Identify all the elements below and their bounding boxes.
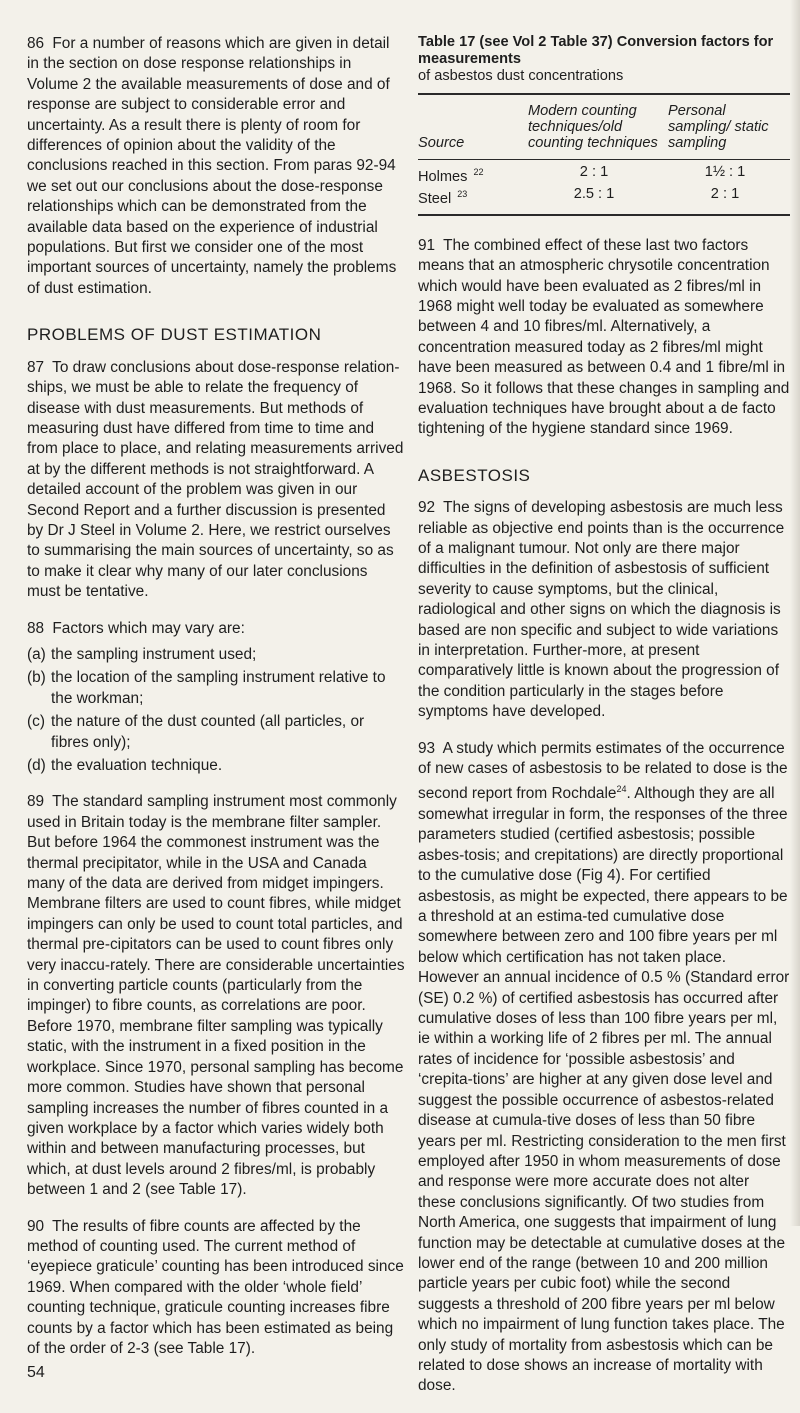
- paragraph-91: [418, 236, 790, 440]
- paragraph-number: 89: [27, 793, 45, 811]
- list-marker: (b): [27, 669, 46, 687]
- paragraph-text: The combined effect of these last two factors means that an atmospheric chrysotile concentration which would have been evaluated as 2 fibres/ml in 1968 might well today be evaluated as somewhere between 4 and 10 fibres/ml. Alternatively, a concentration measured today as 2 fibres/ml might have been measured as between 0.4 and 1 fibre/ml in 1968. So it follows that these changes in sampling and evaluation techniques have brought about a de facto tightening of the hygiene standard since 1969.: [418, 236, 790, 438]
- paragraph-number: 88: [27, 619, 45, 637]
- page-number: 54: [27, 1364, 45, 1382]
- section-heading-asbestosis: ASBESTOSIS: [418, 465, 531, 485]
- paragraph-number: 87: [27, 358, 45, 376]
- list-text: the sampling instrument used;: [51, 645, 257, 663]
- list-marker: (c): [27, 713, 45, 731]
- list-item: [27, 645, 405, 665]
- right-column: [418, 34, 790, 1413]
- table-row: [418, 164, 790, 186]
- cell-personal: 1½ : 1: [704, 164, 746, 180]
- list-marker: (d): [27, 757, 46, 774]
- cell-source: [418, 186, 528, 208]
- paragraph-88: [27, 619, 405, 639]
- source-name: Steel: [418, 190, 452, 207]
- paragraph-text: The results of fibre counts are affected by the method of counting used. The current method of ‘eyepiece graticule’ counting has been introduced since 1969. When compared with the older ‘whole field’ counting technique, graticule counting increases fibre counts by a factor which has been estimated as being of the order of 2-3 (see Table 17).: [27, 1217, 404, 1357]
- source-name: Holmes: [418, 168, 468, 185]
- paragraph-90: [27, 1217, 405, 1360]
- cell-personal: 2 : 1: [710, 185, 740, 202]
- list-text: the evaluation technique.: [51, 757, 223, 774]
- paragraph-text: For a number of reasons which are given in detail in the section on dose response relationships in Volume 2 the available measurements of dose and of response are subject to considerable error and uncertainty. As a result there is plenty of room for differences of opinion about the validity of the conclusions reached in this section. From paras 92-94 we set out our conclusions about the dose-response relationships which can be demonstrated from the available data based on the experience of industrial populations. But first we consider one of the most important sources of uncertainty, namely the problems of dust estimation.: [27, 35, 397, 297]
- reference-number: 22: [473, 167, 484, 177]
- paragraph-text: To draw conclusions about dose-response relation-ships, we must be able to relate the frequency of disease with dust measurements. But methods of measuring dust have differed from time to time and from place to place, and relating measurements arrived at by the different methods is not straightforward. A detailed account of the problem was given in our Second Report and a further discussion is presented by Dr J Steel in Volume 2. Here, we restrict ourselves to summarising the main sources of uncertainty, so as to make it clear why many of our later conclusions must be tentative.: [27, 358, 404, 601]
- section-heading-dust-estimation: PROBLEMS OF DUST ESTIMATION: [27, 325, 322, 345]
- header-modern-counting: Modern counting techniques/old counting techniques: [528, 103, 658, 151]
- factors-list: [27, 645, 405, 776]
- paragraph-93: [418, 739, 790, 1397]
- paragraph-number: 92: [418, 499, 436, 517]
- table-caption-title: Table 17 (see Vol 2 Table 37) Conversion factors for measurements: [418, 34, 774, 67]
- page-edge-shadow: [790, 0, 800, 1226]
- left-column: [27, 34, 405, 1384]
- list-marker: (a): [27, 645, 46, 663]
- table-row: [418, 186, 790, 208]
- cell-modern: 2 : 1: [579, 164, 609, 180]
- table-rule-header: [418, 159, 790, 160]
- cell-modern: 2.5 : 1: [573, 185, 615, 202]
- reference-number: 23: [457, 188, 468, 199]
- cell-source: [418, 164, 528, 186]
- paragraph-text: The signs of developing asbestosis are much less reliable as objective end points than is the occurrence of a malignant tumour. Not only are there major difficulties in the definition of asbestosis of sufficient severity to cause symptoms, but the clinical, radiological and other signs on which the diagnosis is based are non specific and subject to wide variations in interpretation. Further-more, at present comparatively little is known about the progression of the condition particularly in the stages before symptoms have developed.: [418, 499, 785, 721]
- paragraph-92: [418, 498, 790, 722]
- paragraph-number: 91: [418, 236, 436, 254]
- list-item: [27, 668, 405, 709]
- table-caption-subtitle: of asbestos dust concentrations: [418, 68, 624, 84]
- paragraph-89: [27, 792, 405, 1200]
- list-text: the nature of the dust counted (all particles, or fibres only);: [51, 713, 365, 751]
- table-header: [418, 95, 790, 157]
- list-item: [27, 712, 405, 753]
- table-caption: [418, 34, 790, 85]
- reference-number: 24: [616, 784, 627, 795]
- paragraph-87: [27, 358, 405, 603]
- paragraph-number: 90: [27, 1217, 45, 1235]
- list-item: [27, 756, 405, 776]
- header-source: Source: [418, 135, 465, 151]
- paragraph-86: [27, 34, 405, 299]
- paragraph-text-part-1: A study which permits estimates of the occurrence of new cases of asbestosis to be related to dose is the second report from Rochdale: [418, 739, 788, 803]
- header-personal-sampling: Personal sampling/ static sampling: [668, 103, 769, 151]
- table-rule-bottom: [418, 214, 790, 216]
- table-17: [418, 93, 790, 216]
- paragraph-text: Factors which may vary are:: [52, 619, 245, 637]
- paragraph-text-part-2: . Although they are all somewhat irregular in form, the responses of the three parameters studied (certified asbestosis; possible asbes-tosis; and crepitations) are directly proportional to the cumulative dose (Fig 4). For certified asbestosis, as might be expected, there appears to be a threshold at an estima-ted cumulative dose somewhere between zero and 100 fibre years per ml below which certification has not taken place. However an annual incidence of 0.5 % (Standard error (SE) 0.2 %) of certified asbestosis has occurred after cumulative doses of less than 100 fibre years per ml, ie within a working life of 2 fibres per ml. The annual rates of incidence for ‘possible asbestosis’ and ‘crepita-tions’ are higher at any given dose level and suggest the possible occurrence of asbestos-related disease at cumula-tive doses of less than 50 fibre years per ml. Restricting consideration to the men first employed after 1950 in whom measurements of dose and response were more accurate does not alter these conclusions significantly. Of two studies from North America, one suggests that impairment of lung function may be detectable at cumulative doses at the lower end of the range (between 10 and 200 million particle years per cubic foot) while the second suggests a threshold of 200 fibre years per ml below which no impairment of lung function takes place. The only study of mortality from asbestosis which can be related to dose shows an increase of mortality with dose.: [418, 785, 790, 1395]
- list-text: the location of the sampling instrument relative to the workman;: [51, 669, 386, 707]
- paragraph-number: 93: [418, 739, 436, 757]
- paragraph-number: 86: [27, 35, 45, 52]
- paragraph-text: The standard sampling instrument most commonly used in Britain today is the membrane filter sampler. But before 1964 the commonest instrument was the thermal precipitator, while in the USA and Canada many of the data are derived from midget impingers. Membrane filters are used to count fibres, while midget impingers can only be used to count total particles, and thermal pre-cipitators can be used to count fibres only very inaccu-rately. There are considerable uncertainties in converting particle counts (particularly from the impinger) to fibre counts, as correlations are poor. Before 1970, membrane filter sampling was typically static, with the instrument in a fixed position in the workplace. Since 1970, personal sampling has become more common. Studies have shown that personal sampling increases the number of fibres counted in a given workplace by a factor which varies widely both within and between manufacturing processes, but which, at dust levels around 2 fibres/ml, is probably between 1 and 2 (see Table 17).: [27, 793, 405, 1199]
